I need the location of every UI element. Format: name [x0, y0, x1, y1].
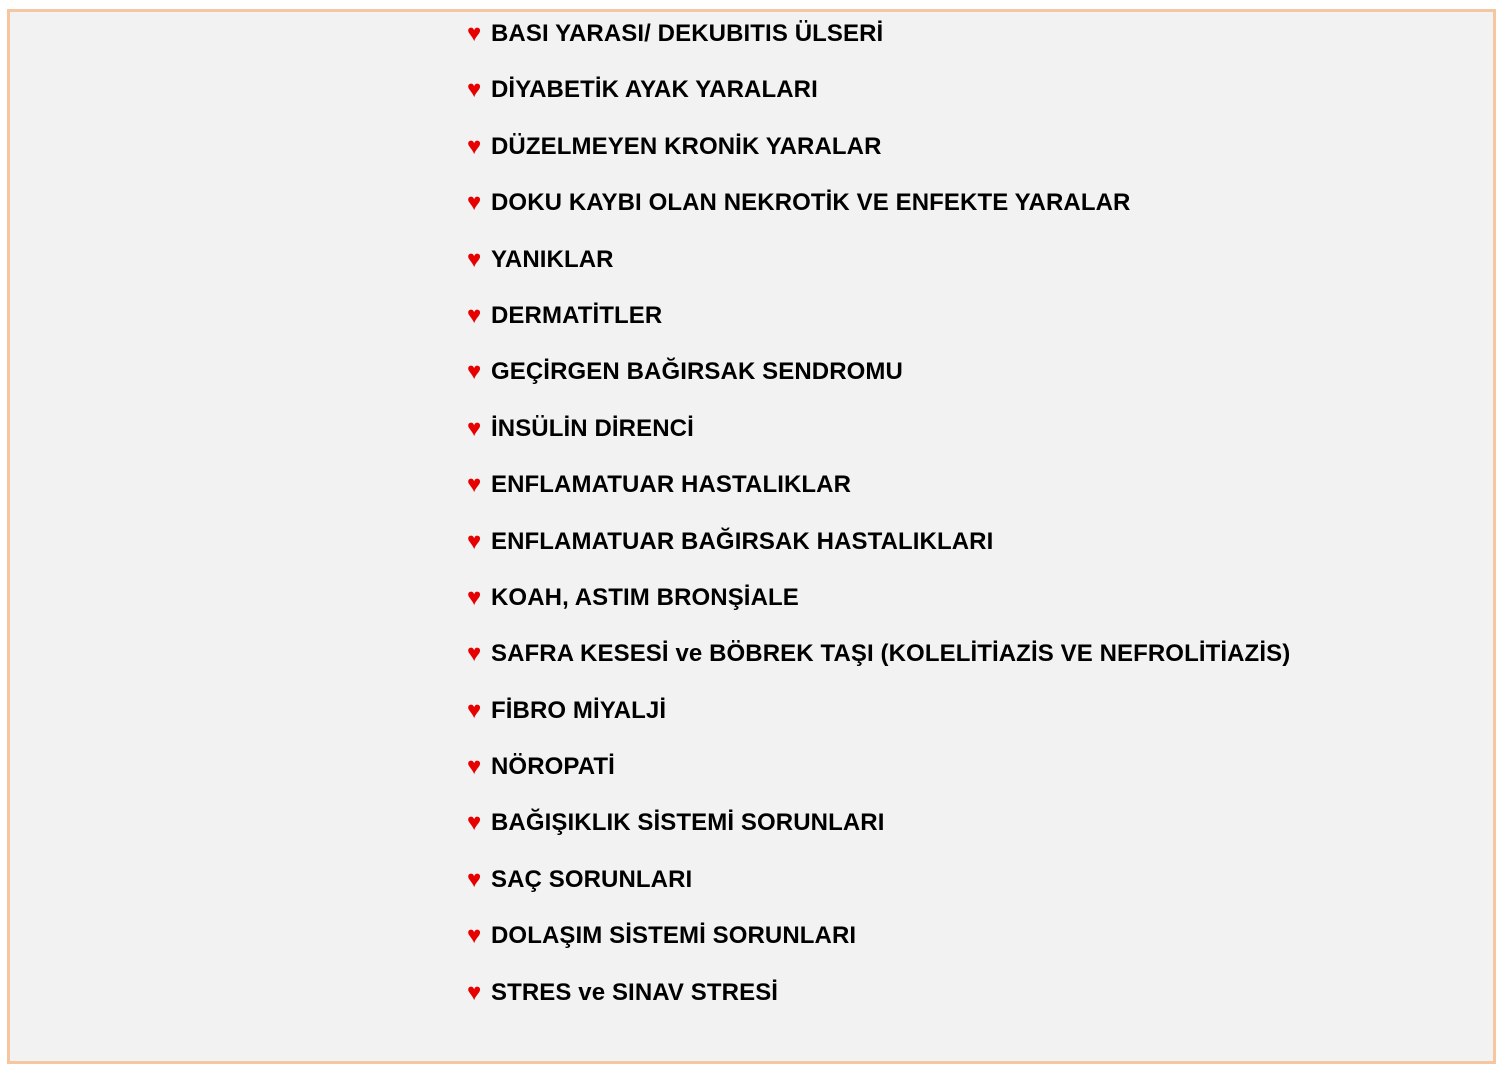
list-item-label: DİYABETİK AYAK YARALARI: [491, 76, 818, 104]
list-item-label: ENFLAMATUAR HASTALIKLAR: [491, 471, 852, 499]
heart-icon: ♥: [467, 358, 482, 386]
list-item: [467, 245, 1290, 301]
heart-icon: ♥: [467, 189, 482, 217]
heart-icon: ♥: [467, 245, 482, 273]
list-item: [467, 978, 1290, 1034]
document-frame: [7, 9, 1496, 1064]
list-item-label: STRES ve SINAV STRESİ: [491, 978, 779, 1006]
heart-icon: ♥: [467, 696, 482, 724]
heart-icon: ♥: [467, 301, 482, 329]
list-item: [467, 921, 1290, 977]
list-item: [467, 865, 1290, 921]
list-item-label: İNSÜLİN DİRENCİ: [491, 414, 694, 442]
list-item-label: KOAH, ASTIM BRONŞİALE: [491, 583, 799, 611]
list-item-label: DÜZELMEYEN KRONİK YARALAR: [491, 132, 882, 160]
list-item: [467, 696, 1290, 752]
heart-icon: ♥: [467, 583, 482, 611]
list-item: [467, 357, 1290, 413]
list-item: [467, 808, 1290, 864]
heart-icon: ♥: [467, 865, 482, 893]
list-item: [467, 470, 1290, 526]
list-item-label: BAĞIŞIKLIK SİSTEMİ SORUNLARI: [491, 809, 885, 837]
condition-list: [467, 19, 1290, 1034]
list-item: [467, 583, 1290, 639]
heart-icon: ♥: [467, 20, 482, 47]
list-item: [467, 414, 1290, 470]
heart-icon: ♥: [467, 76, 482, 104]
heart-icon: ♥: [467, 414, 482, 442]
list-item-label: FİBRO MİYALJİ: [491, 696, 667, 724]
heart-icon: ♥: [467, 471, 482, 499]
list-item-label: NÖROPATİ: [491, 753, 615, 781]
heart-icon: ♥: [467, 132, 482, 160]
list-item: [467, 188, 1290, 244]
list-item-label: SAFRA KESESİ ve BÖBREK TAŞI (KOLELİTİAZİS VE NEFROLİTİAZİS): [491, 640, 1291, 668]
list-item-label: SAÇ SORUNLARI: [491, 865, 693, 893]
list-item: [467, 132, 1290, 188]
list-item-label: ENFLAMATUAR BAĞIRSAK HASTALIKLARI: [491, 527, 994, 555]
heart-icon: ♥: [467, 922, 482, 950]
list-item: [467, 752, 1290, 808]
list-item: [467, 639, 1290, 695]
list-item: [467, 301, 1290, 357]
heart-icon: ♥: [467, 809, 482, 837]
list-item-label: GEÇİRGEN BAĞIRSAK SENDROMU: [491, 358, 903, 386]
heart-icon: ♥: [467, 640, 482, 668]
list-item-label: YANIKLAR: [491, 245, 614, 273]
list-item-label: DOLAŞIM SİSTEMİ SORUNLARI: [491, 922, 857, 950]
list-item: [467, 75, 1290, 131]
heart-icon: ♥: [467, 753, 482, 781]
list-item: [467, 527, 1290, 583]
list-item-label: DOKU KAYBI OLAN NEKROTİK VE ENFEKTE YARALAR: [491, 189, 1131, 217]
heart-icon: ♥: [467, 978, 482, 1006]
heart-icon: ♥: [467, 527, 482, 555]
list-item-label: DERMATİTLER: [491, 301, 663, 329]
list-item-label: BASI YARASI/ DEKUBITIS ÜLSERİ: [491, 20, 884, 47]
list-item: [467, 19, 1290, 75]
